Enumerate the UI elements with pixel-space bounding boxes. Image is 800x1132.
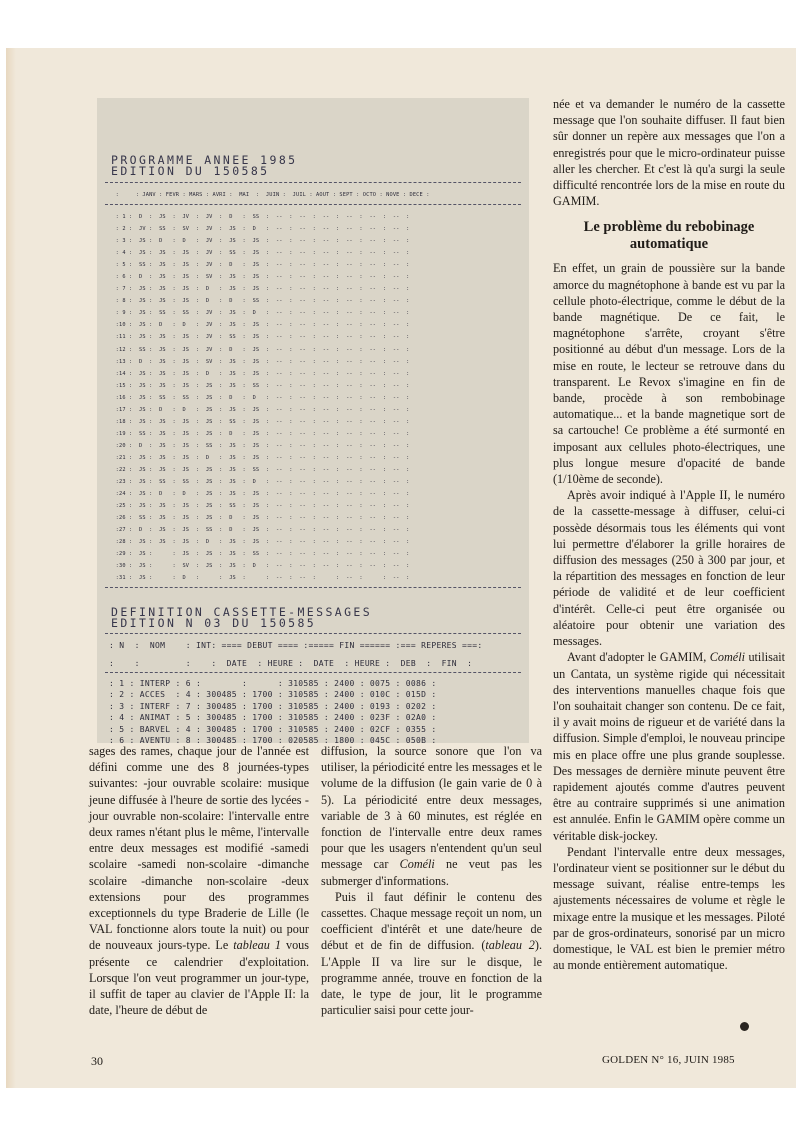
cassette-row: : 3 : INTERF : 7 : 300485 : 1700 : 310585 : 2400 : 0193 : 0202 : <box>109 701 437 711</box>
calendar-row: :20 : D : JS : JS : SS : JS : JS : -- : -- : -- : -- : -- : -- : <box>109 442 410 449</box>
paragraph <box>321 889 542 1019</box>
calendar-row: : 7 : JS : JS : JS : D : JS : JS : -- : -- : -- : -- : -- : -- : <box>109 286 410 293</box>
text-run: vous présente ce calendrier d'exploitation. Lorsque l'on veut programmer un jour-type, il suffit de taper au clavier de l'Apple II: la date, l'heure de début de <box>89 938 309 1018</box>
calendar-header: : : JANV : FEVR : MARS : AVRI : MAI : JUIN : JUIL : AOUT : SEPT : OCTO : NOVE : DECE : <box>109 192 430 198</box>
calendar-row: : 4 : JS : JS : JS : JV : SS : JS : -- : -- : -- : -- : -- : -- : <box>109 250 410 257</box>
text-run: Puis il faut définir le contenu des cassettes. Chaque message reçoit un nom, un coefficient d'intérêt et une date/heure de début et de fin de diffusion. ( <box>321 889 542 953</box>
calendar-row: :28 : JS : JS : JS : D : JS : JS : -- : -- : -- : -- : -- : -- : <box>109 539 410 546</box>
calendar-row: :13 : D : JS : JS : SV : JS : JS : -- : -- : -- : -- : -- : -- : <box>109 358 410 365</box>
calendar-row: : 2 : JV : SS : SV : JV : JS : D : -- : -- : -- : -- : -- : -- : <box>109 226 410 233</box>
section-heading: Le problème du rebobinage automatique <box>583 219 755 253</box>
cassette-row: : 2 : ACCES : 4 : 300485 : 1700 : 310585 : 2400 : 010C : 015D : <box>109 690 437 700</box>
text-run: diffusion, la source sonore que l'on va utiliser, la périodicité entre les messages et le volume de la diffusion (le gain varie de 0 à 5). La périodicité entre deux messages, variable de 3 à 60 minutes, est réglée en fonction de l'intervalle entre deux rames pour que les usagers n'entendent qu'un seul message car <box>321 744 542 872</box>
cassette-row: : 1 : INTERP : 6 : : : 310585 : 2400 : 0075 : 0086 : <box>109 679 437 688</box>
paragraph: En effet, un grain de poussière sur la bande amorce du magnétophone à bande est vu par la cellule photo-électrique, comme le début de la bande magnétique. De ce fait, le magnétophone s'arrête, croyant s'être positionné au début d'un message. Lors de la mise en route, le lecteur se retrouve dans du transparent. Le Revox s'imagine en fin de bande, procède à son rembobinage automatique... et la bande magnetique sort de sa cartouche! Ce problème a été surmonté en imposant aux cellules photo-électriques, une plus longue mesure d'opacité de bande (1/10ème de seconde). <box>553 261 785 487</box>
calendar-row: : 6 : D : JS : JS : SV : JS : JS : -- : -- : -- : -- : -- : -- : <box>109 274 410 281</box>
magazine-footer: GOLDEN N° 16, JUIN 1985 <box>602 1054 735 1066</box>
calendar-table <box>109 211 410 584</box>
calendar-row: :29 : JS : : JS : JS : JS : SS : -- : -- : -- : -- : -- : -- : <box>109 551 410 558</box>
cassette-row: : 6 : AVENTU : 8 : 300485 : 1700 : 020585 : 1800 : 045C : 050B : <box>109 735 437 743</box>
calendar-row: : 1 : D : JS : JV : JV : D : SS : -- : -- : -- : -- : -- : -- : <box>109 214 410 220</box>
printout-rule <box>105 633 521 634</box>
calendar-row: :10 : JS : D : D : JV : JS : JS : -- : -- : -- : -- : -- : -- : <box>109 322 410 329</box>
printout-rule <box>105 204 521 205</box>
cassette-row: : 5 : BARVEL : 4 : 300485 : 1700 : 310585 : 2400 : 02CF : 0355 : <box>109 724 437 734</box>
printout-title-edition: EDITION DU 150585 <box>111 164 270 178</box>
cassette-header-row-2: : : : : DATE : HEURE : DATE : HEURE : DEB : FIN : <box>109 659 473 668</box>
paragraph <box>553 649 785 843</box>
calendar-row: :30 : JS : : SV : JS : JS : D : -- : -- : -- : -- : -- : -- : <box>109 563 410 570</box>
paragraph: Pendant l'intervalle entre deux messages, l'ordinateur vient se positionner sur le début du message suivant, réalise entre-temps les ajustements nécessaires de volume et règle le mixage entre la musique et les messages. Piloté par de gros-ordinateurs, sonorisé par un micro domestique, le VAL est bien le premier métro au monde entièrement automatique. <box>553 844 785 973</box>
calendar-row: :25 : JS : JS : JS : JS : SS : JS : -- : -- : -- : -- : -- : -- : <box>109 503 410 510</box>
italic-text: tableau 2 <box>485 938 535 953</box>
calendar-row: :31 : JS : : D : : JS : : -- : -- : : -- : : -- : <box>109 575 410 582</box>
page-number: 30 <box>91 1054 103 1068</box>
calendar-row: : 5 : SS : JS : JS : JV : D : JS : -- : -- : -- : -- : -- : -- : <box>109 262 410 269</box>
ink-mark <box>740 1022 749 1031</box>
calendar-row: :11 : JS : JS : JS : JV : SS : JS : -- : -- : -- : -- : -- : -- : <box>109 334 410 341</box>
cassette-table <box>109 678 436 743</box>
article-right-column <box>553 96 785 973</box>
text-run: ). L'Apple II va lire sur le disque, le programme année, trouve en fonction de la date, le type de jour, lit le programme particulier saisi pour cette jour- <box>321 938 542 1018</box>
calendar-row: : 3 : JS : D : D : JV : JS : JS : -- : -- : -- : -- : -- : -- : <box>109 238 410 245</box>
italic-text: Coméli <box>709 650 745 665</box>
calendar-row: :12 : SS : JS : JS : JV : D : JS : -- : -- : -- : -- : -- : -- : <box>109 346 410 353</box>
printout-title-programme: PROGRAMME ANNEE 1985 <box>111 153 298 167</box>
printout-rule <box>105 587 521 588</box>
text-run: utilisait un Cantata, un système rigide qui nécessitait des interventions manuelles chaque fois que l'on souhaitait changer son contenu. De ce fait, il y avait moins de rigueur et de variété dans la diffusion. Simple d'emploi, le nouveau principe mis en place offre une plus grande souplesse. Des messages de dernière minute peuvent être rapidement ajoutés comme d'autres peuvent être au contraire supprimés si une animation est annulée. Enfin le GAMIM opère comme un véritable disk-jockey. <box>553 650 786 843</box>
calendar-row: :19 : SS : JS : JS : JS : D : JS : -- : -- : -- : -- : -- : -- : <box>109 430 410 437</box>
cassette-header-row-1: : N : NOM : INT: ==== DEBUT ==== :===== FIN ====== :=== REPERES ===: <box>109 641 483 650</box>
italic-text: Coméli <box>399 857 435 872</box>
cassette-row: : 4 : ANIMAT : 5 : 300485 : 1700 : 310585 : 2400 : 023F : 02A0 : <box>109 713 437 723</box>
article-bottom-left-column <box>89 743 309 1018</box>
calendar-row: :16 : JS : SS : SS : JS : D : D : -- : -- : -- : -- : -- : -- : <box>109 394 410 401</box>
text-run: ne veut pas les submerger d'informations. <box>321 857 542 888</box>
paragraph <box>89 743 309 1018</box>
printout-title-definition: DEFINITION CASSETTE-MESSAGES <box>111 605 373 619</box>
paragraph: Après avoir indiqué à l'Apple II, le numéro de la cassette-message à diffuser, celui-ci possède désormais tous les éléments qui vont lui permettre d'élaborer la grille horaires de diffusion des messages (250 à 300 par jour, et la répartition des messages en fonction de leur période de validité et de leur coefficient d'intérêt. Celle-ci peut être organisée ou aléatoire pour obtenir une variation des messages. <box>553 488 785 649</box>
printout-rule <box>105 672 521 673</box>
calendar-row: :21 : JS : JS : JS : D : JS : JS : -- : -- : -- : -- : -- : -- : <box>109 454 410 461</box>
article-bottom-middle-column <box>321 743 542 1018</box>
text-run: Avant d'adopter le GAMIM, <box>567 650 710 665</box>
calendar-row: : 9 : JS : SS : SS : JV : JS : D : -- : -- : -- : -- : -- : -- : <box>109 310 410 317</box>
calendar-row: :14 : JS : JS : JS : D : JS : JS : -- : -- : -- : -- : -- : -- : <box>109 370 410 377</box>
calendar-row: :17 : JS : D : D : JS : JS : JS : -- : -- : -- : -- : -- : -- : <box>109 406 410 413</box>
calendar-row: :24 : JS : D : D : JS : JS : JS : -- : -- : -- : -- : -- : -- : <box>109 491 410 498</box>
calendar-row: :18 : JS : JS : JS : JS : SS : JS : -- : -- : -- : -- : -- : -- : <box>109 418 410 425</box>
calendar-row: :23 : JS : SS : SS : JS : JS : D : -- : -- : -- : -- : -- : -- : <box>109 479 410 486</box>
calendar-row: :22 : JS : JS : JS : JS : JS : SS : -- : -- : -- : -- : -- : -- : <box>109 466 410 473</box>
printout-title-edition-n: EDITION N 03 DU 150585 <box>111 616 317 630</box>
text-run: sages des rames, chaque jour de l'année est défini comme une des 8 journées-types suivantes: -jour ouvrable scolaire: musique jeune diffusée à l'heure de sortie des lycées -jour ouvrable non-scolaire: l'intervalle entre deux rames n'étant plus le même, l'intervalle entre deux messages est modifié -samedi scolaire -samedi non-scolaire -dimanche scolaire -dimanche non-scolaire -deux extensions pour des programmes exceptionnels du type Braderie de Lille (le VAL fonctionne alors toute la nuit) ou pour de nouveaux jours-type. Le <box>89 744 309 953</box>
italic-text: tableau 1 <box>233 938 281 953</box>
magazine-page <box>6 48 796 1088</box>
calendar-row: :15 : JS : JS : JS : JS : JS : SS : -- : -- : -- : -- : -- : -- : <box>109 382 410 389</box>
computer-printout <box>97 98 529 743</box>
printout-rule <box>105 182 521 183</box>
paragraph <box>321 743 542 889</box>
calendar-row: : 8 : JS : JS : JS : D : D : SS : -- : -- : -- : -- : -- : -- : <box>109 298 410 305</box>
calendar-row: :26 : SS : JS : JS : JS : D : JS : -- : -- : -- : -- : -- : -- : <box>109 515 410 522</box>
paragraph: née et va demander le numéro de la cassette message que l'on souhaite diffuser. Il faut bien sûr donner un repère aux messages que l'on a enregistrés pour que le micro-ordinateur puisse aller les chercher. Et c'est là qu'a surgi la seule difficulté rencontrée lors de la mise en route du GAMIM. <box>553 97 785 209</box>
calendar-row: :27 : D : JS : JS : SS : D : JS : -- : -- : -- : -- : -- : -- : <box>109 527 410 534</box>
